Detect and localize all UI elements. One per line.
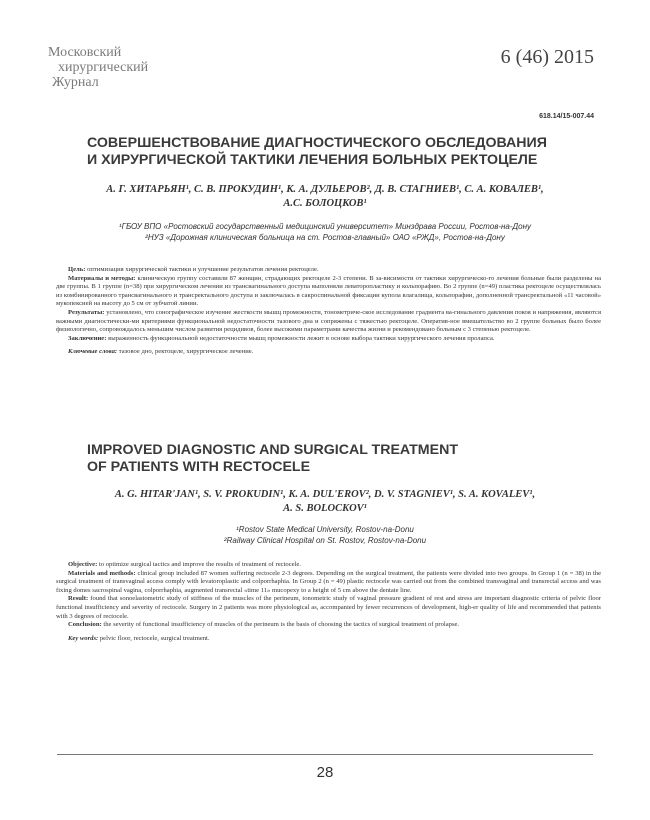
en-conclusion-label: Conclusion: — [68, 621, 102, 629]
ru-conclusion-label: Заключение: — [68, 334, 107, 342]
en-title-line-2: OF PATIENTS WITH RECTOCELE — [87, 459, 311, 475]
en-keywords — [56, 635, 601, 644]
ru-results-text: установлено, что сонографическое изучение жесткости мышц промежности, тонометриче-ское исследование градиента ва-гинального давления покоя и напряжения, являются важными диагностически-ми критериями функциональной недостаточности тазового дна и сопряжены с тяжестью ректоцеле. Оператив-ное вмешательство во 2 группе больных было более физиологично, сопровождалось меньшим числом развития рецидивов, более высокими параметрами качества жизни и рекомендовано больным с 3 степенью ректоцеле. — [56, 308, 601, 334]
ru-affil-line-1: ¹ГБОУ ВПО «Ростовский государственный медицинский университет» Минздрава России, Ростов-на-Дону — [118, 222, 532, 231]
en-authors — [40, 488, 610, 516]
ru-aim-text: оптимизация хирургической тактики и улучшение результатов лечения ректоцеле. — [85, 266, 319, 273]
ru-results-label: Результаты: — [68, 308, 105, 316]
en-results — [56, 595, 601, 621]
en-conclusion-text: the severity of functional insufficiency of muscles of the perineum is the basis of choosing the tactics of surgical treatment of prolapse. — [101, 621, 460, 629]
logo-line-1: Московский — [48, 45, 122, 60]
en-authors-line-2: A. S. BOLOCKOV¹ — [283, 503, 367, 514]
en-abstract — [56, 561, 601, 643]
en-title — [87, 442, 607, 476]
ru-methods — [56, 275, 601, 309]
en-keywords-text: pelvic floor, rectocele, surgical treatment. — [98, 634, 210, 642]
logo-line-3: Журнал — [52, 75, 99, 90]
ru-aim-label: Цель: — [68, 266, 86, 273]
ru-affiliations — [40, 221, 610, 243]
ru-title-line-2: И ХИРУРГИЧЕСКОЙ ТАКТИКИ ЛЕЧЕНИЯ БОЛЬНЫХ РЕКТОЦЕЛЕ — [87, 152, 538, 168]
ru-methods-label: Материалы и методы: — [68, 274, 136, 282]
journal-logo — [48, 46, 148, 90]
en-affil-line-1: ¹Rostov State Medical University, Rostov-na-Donu — [236, 525, 414, 534]
en-methods-text: clinical group included 87 women suffering rectocele 2-3 degrees. Depending on the surgical treatment, the patients were divided into two groups. In Group 1 (n = 38) in the surgical treatment of transvaginal access comply with levatoroplastic and colporrhaphia. In Group 2 (n = 49) plastic rectocele was carried out from the combined transvaginal and transrectal access and was fixing domes sacrospinal vagina, colporrhaphia, augmented transrectal «time 11» mucopexy to a height of 5 cm above the dentate line. — [56, 569, 601, 594]
ru-authors-line-2: А.С. БОЛОЦКОВ¹ — [283, 198, 367, 209]
ru-keywords-text: тазовое дно, ректоцеле, хирургическое лечение. — [117, 348, 254, 356]
en-methods — [56, 570, 601, 596]
ru-conclusion-text: выраженность функциональной недостаточности мышц промежности лежит в основе выбора тактики хирургического лечения пролапса. — [106, 334, 495, 342]
en-title-line-1: IMPROVED DIAGNOSTIC AND SURGICAL TREATMENT — [87, 442, 458, 458]
en-authors-line-1: A. G. HITAR'JAN¹, S. V. PROKUDIN¹, K. A. DUL'EROV², D. V. STAGNIEV¹, S. A. KOVALEV¹, — [114, 489, 536, 500]
en-affiliations — [40, 524, 610, 546]
ru-abstract — [56, 266, 601, 357]
ru-methods-text: клиническую группу составили 87 женщин, страдающих ректоцеле 2-3 степени. В за-висимости от тактики хирургическо-го лечения больные были разделены на две группы. В 1 группе (n=38) при хирургическом лечении из трансвагинального доступа выполняли леваторопластику и кольпорафию. Во 2 группе (n=49) пластика ректоцеле осуществлялась из комбинированного трансвагинального и трансректального доступа и заключалась в сакроспинальной фиксации купола влагалища, кольпорафии, дополненной трансректальной «11 часовой» мукопексией на высоту до 5 см от зубчатой линии. — [56, 274, 601, 308]
ru-affil-line-2: ²НУЗ «Дорожная клиническая больница на ст. Ростов-главный» ОАО «РЖД», Ростов-на-Дону — [145, 233, 505, 242]
issue-number: 6 (46) 2015 — [500, 46, 594, 68]
footer-divider — [57, 754, 593, 755]
en-methods-label: Materials and methods: — [68, 569, 136, 577]
ru-keywords — [56, 348, 601, 357]
ru-results — [56, 309, 601, 335]
ru-aim — [56, 266, 601, 275]
en-aim-label: Objective: — [68, 561, 98, 568]
ru-title-line-1: СОВЕРШЕНСТВОВАНИЕ ДИАГНОСТИЧЕСКОГО ОБСЛЕДОВАНИЯ — [87, 135, 547, 151]
en-aim-text: to optimize surgical tactics and improve the results of treatment of rectocele. — [97, 561, 301, 568]
en-keywords-label: Key words: — [68, 634, 99, 642]
ru-title — [87, 135, 607, 169]
en-conclusion — [56, 621, 601, 630]
ru-keywords-label: Ключевые слова: — [68, 348, 118, 356]
logo-line-2: хирургический — [58, 60, 149, 75]
ru-authors — [40, 183, 610, 211]
en-aim — [56, 561, 601, 570]
en-results-label: Result: — [68, 595, 89, 603]
en-results-text: found that sonoelastometric study of stiffness of the muscles of the perineum, tonometric study of vaginal pressure gradient of rest and stress are important diagnostic criteria of pelvic floor functional insufficiency and severity of rectocele. Surgery in 2 patients was more physiological as, accompanied by fewer recurrences of development, high-er quality of life and recommended that patients with 3 degrees of rectocele. — [56, 595, 601, 620]
en-affil-line-2: ²Railway Clinical Hospital on St. Rostov, Rostov-na-Donu — [223, 536, 427, 545]
ru-conclusion — [56, 335, 601, 344]
udc-code: 618.14/15-007.44 — [539, 113, 594, 120]
ru-authors-line-1: А. Г. ХИТАРЬЯН¹, С. В. ПРОКУДИН¹, К. А. ДУЛЬЕРОВ², Д. В. СТАГНИЕВ¹, С. А. КОВАЛЕВ¹, — [106, 184, 544, 195]
page-number: 28 — [316, 764, 334, 781]
